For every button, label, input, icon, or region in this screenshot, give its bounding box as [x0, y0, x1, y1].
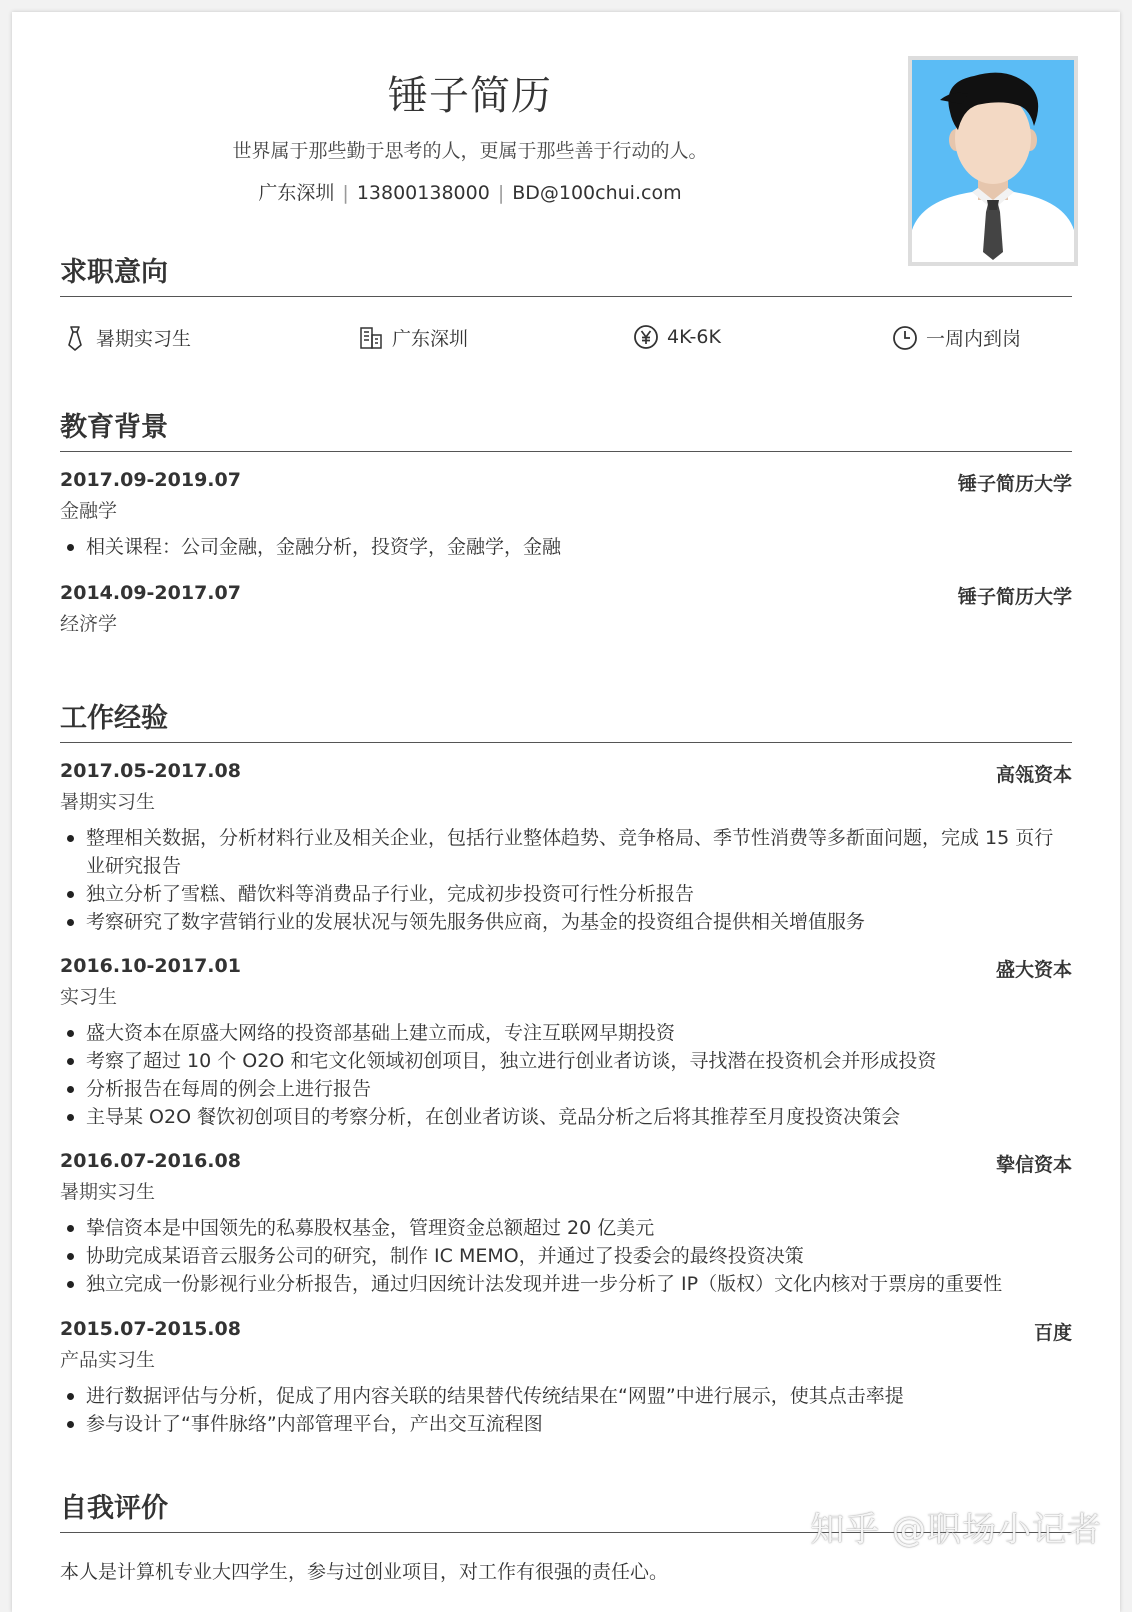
work-role: 暑期实习生	[60, 791, 156, 813]
work-role: 暑期实习生	[60, 1181, 156, 1203]
education-school: 锤子简历大学	[957, 473, 1072, 495]
intent-salary-text: 4K-6K	[667, 326, 721, 348]
list-item: 考察了超过 10 个 O2O 和宅文化领域初创项目，独立进行创业者访谈，寻找潜在投资机会并形成投资	[60, 1047, 1072, 1075]
intent-city	[358, 324, 468, 351]
list-item: 参与设计了“事件脉络”内部管理平台，产出交互流程图	[60, 1410, 1072, 1438]
building-icon	[358, 325, 384, 351]
motto: 世界属于那些勤于思考的人，更属于那些善于行动的人。	[232, 140, 708, 162]
contact-separator: |	[497, 182, 505, 204]
contact-phone: 13800138000	[356, 182, 490, 204]
list-item: 协助完成某语音云服务公司的研究，制作 IC MEMO，并通过了投委会的最终投资决策	[60, 1242, 1072, 1270]
work-date: 2016.07-2016.08	[60, 1150, 241, 1172]
work-role: 实习生	[60, 986, 118, 1008]
section-divider	[60, 451, 1072, 452]
contact-separator: |	[342, 182, 349, 204]
resume-page	[12, 12, 1120, 1612]
section-title-self: 自我评价	[60, 1493, 168, 1524]
section-title-work: 工作经验	[60, 703, 168, 734]
contact-line	[60, 178, 880, 205]
intent-arrival	[892, 324, 1021, 351]
work-date: 2016.10-2017.01	[60, 955, 241, 977]
list-item: 相关课程：公司金融，金融分析，投资学，金融学，金融	[60, 533, 1072, 561]
section-title-education: 教育背景	[60, 412, 168, 443]
list-item: 分析报告在每周的例会上进行报告	[60, 1075, 1072, 1103]
education-school: 锤子简历大学	[957, 586, 1072, 608]
list-item: 进行数据评估与分析，促成了用内容关联的结果替代传统结果在“网盟”中进行展示，使其点击率提	[60, 1382, 1072, 1410]
work-company: 盛大资本	[995, 959, 1072, 981]
intent-arrival-text: 一周内到岗	[926, 328, 1022, 350]
list-item: 独立完成一份影视行业分析报告，通过归因统计法发现并进一步分析了 IP（版权）文化内核对于票房的重要性	[60, 1270, 1072, 1298]
education-major: 经济学	[60, 613, 118, 635]
intent-position-text: 暑期实习生	[96, 328, 192, 350]
work-entry	[60, 1318, 1072, 1438]
work-entry	[60, 760, 1072, 936]
education-date: 2017.09-2019.07	[60, 469, 241, 491]
list-item: 整理相关数据，分析材料行业及相关企业，包括行业整体趋势、竞争格局、季节性消费等多斱面问题，完成 15 页行业研究报告	[60, 824, 1072, 880]
section-title-intent: 求职意向	[60, 257, 168, 288]
contact-email: BD@100chui.com	[512, 182, 682, 204]
intent-salary	[633, 324, 721, 350]
tie-icon	[62, 325, 88, 351]
work-company: 高瓴资本	[995, 764, 1072, 786]
work-company: 挚信资本	[995, 1154, 1072, 1176]
avatar-icon	[912, 60, 1074, 262]
work-entry	[60, 955, 1072, 1131]
self-evaluation-text: 本人是计算机专业大四学生，参与过创业项目，对工作有很强的责任心。	[60, 1561, 669, 1583]
list-item: 考察研究了数字营销行业的发展状况与领先服务供应商，为基金的投资组合提供相关增值服务	[60, 908, 1072, 936]
intent-position	[62, 324, 191, 351]
list-item: 挚信资本是中国领先的私募股权基金，管理资金总额超过 20 亿美元	[60, 1214, 1072, 1242]
work-date: 2017.05-2017.08	[60, 760, 241, 782]
education-major: 金融学	[60, 500, 118, 522]
work-role: 产品实习生	[60, 1349, 156, 1371]
list-item: 独立分析了雪糕、醋饮料等消费品子行业，完成初步投资可行性分析报告	[60, 880, 1072, 908]
yen-icon	[633, 324, 659, 350]
resume-name: 锤子简历	[388, 73, 552, 119]
section-divider	[60, 296, 1072, 297]
list-item: 主导某 O2O 餐饮初创项目的考察分析，在创业者访谈、竞品分析之后将其推荐至月度投资决策会	[60, 1103, 1072, 1131]
profile-photo	[908, 56, 1078, 266]
intent-city-text: 广东深圳	[392, 328, 469, 350]
education-date: 2014.09-2017.07	[60, 582, 241, 604]
work-date: 2015.07-2015.08	[60, 1318, 241, 1340]
section-divider	[60, 742, 1072, 743]
work-company: 百度	[1033, 1322, 1072, 1344]
work-entry	[60, 1150, 1072, 1298]
clock-icon	[892, 325, 918, 351]
education-entry	[60, 469, 1072, 561]
contact-location: 广东深圳	[258, 182, 335, 204]
education-entry	[60, 582, 1072, 640]
list-item: 盛大资本在原盛大网络的投资部基础上建立而成，专注互联网早期投资	[60, 1019, 1072, 1047]
watermark: 知乎 @职场小记者	[810, 1510, 1102, 1550]
